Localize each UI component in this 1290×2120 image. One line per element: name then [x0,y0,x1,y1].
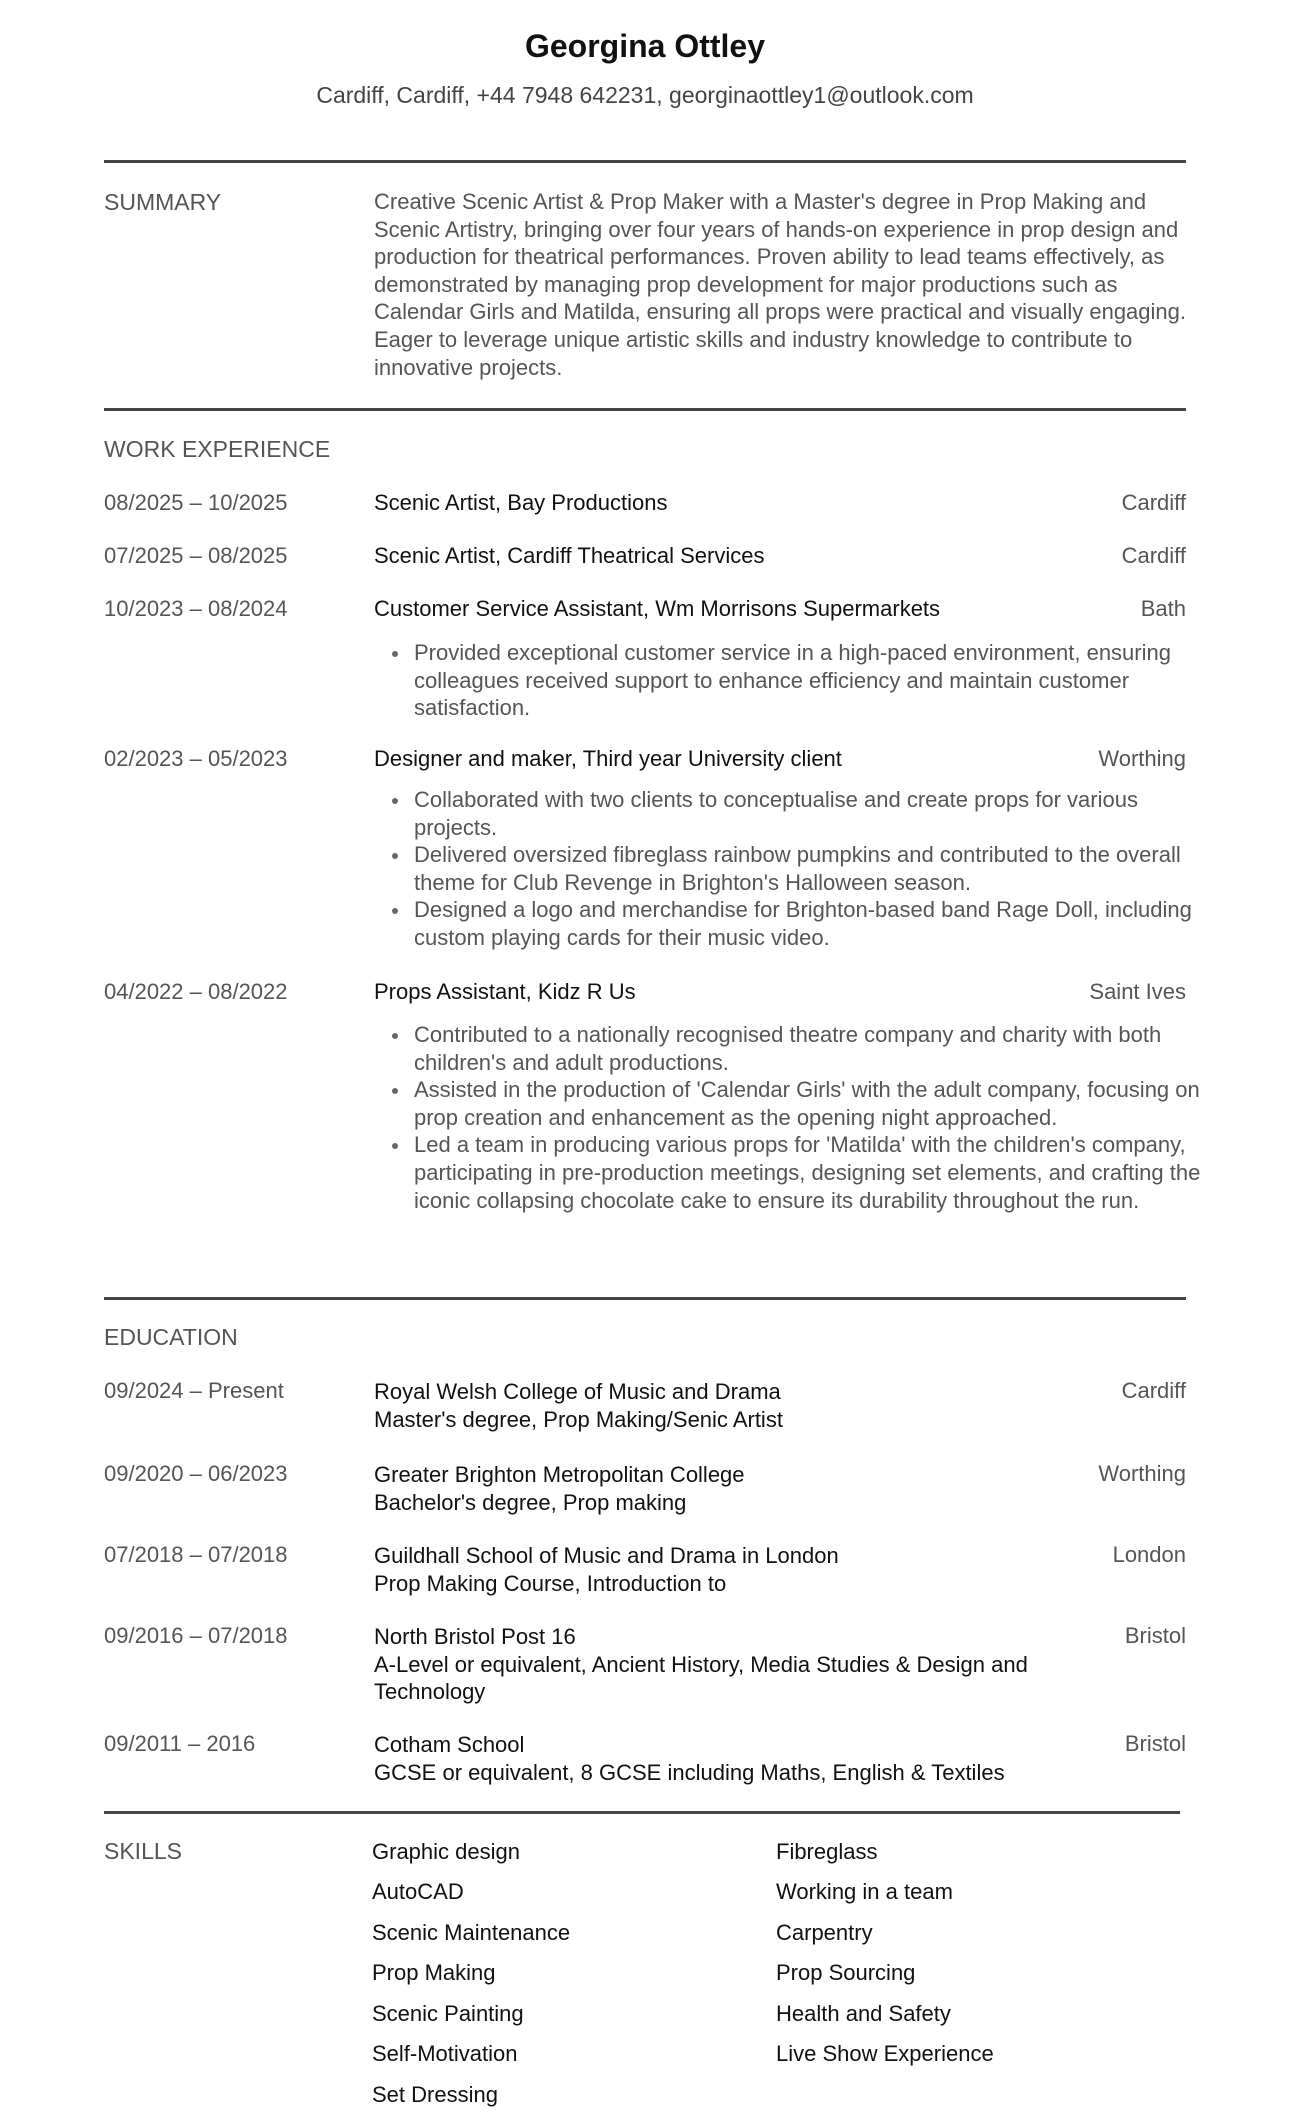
bullet-item: Provided exceptional customer service in a high-paced environment, ensuring colleagues received support to enhance efficiency and maintain customer satisfaction. [414,639,1226,722]
job-title: Scenic Artist, Bay Productions [374,490,668,515]
job-dates: 04/2022 – 08/2022 [104,979,288,1004]
resume-header [0,0,1290,110]
skill-item: Self-Motivation [372,2041,518,2066]
job-entry [104,541,1186,571]
degree-name: Bachelor's degree, Prop making [374,1489,687,1515]
degree-name: A-Level or equivalent, Ancient History, Media Studies & Design and Technology [374,1651,1028,1704]
skill-item: Scenic Painting [372,2001,524,2026]
bullet-item: Led a team in producing various props for 'Matilda' with the children's company, participating in pre-production meetings, designing set elements, and crafting the iconic collapsing chocolate cake to ensure its durability throughout the run. [414,1131,1226,1214]
education-dates: 07/2018 – 07/2018 [104,1542,288,1567]
school-name: Guildhall School of Music and Drama in London [374,1543,839,1568]
job-bullets [374,639,1226,722]
section-divider [104,1297,1186,1300]
job-bullets [374,1021,1226,1214]
degree-name: GCSE or equivalent, 8 GCSE including Maths, English & Textiles [374,1759,1005,1785]
education-dates: 09/2011 – 2016 [104,1731,256,1756]
education-details [374,1378,1094,1433]
skill-item: Prop Sourcing [776,1960,916,1985]
skill-item: AutoCAD [372,1879,464,1904]
school-name: North Bristol Post 16 [374,1624,576,1649]
job-bullets [374,786,1226,952]
job-entry [104,594,1186,624]
section-divider [104,408,1186,411]
education-details [374,1461,1094,1516]
job-dates: 02/2023 – 05/2023 [104,746,288,771]
skill-item: Working in a team [776,1879,953,1904]
job-location: Worthing [1098,746,1186,771]
education-details [374,1731,1094,1786]
skill-item: Live Show Experience [776,2041,994,2066]
skill-item: Scenic Maintenance [372,1920,571,1945]
job-title: Props Assistant, Kidz R Us [374,979,636,1004]
skill-item: Prop Making [372,1960,496,1985]
summary-text: Creative Scenic Artist & Prop Maker with a Master's degree in Prop Making and Scenic Artistry, bringing over four years of hands-on experience in prop design and production for theatrical performances. Proven ability to lead teams effectively, as demonstrated by managing prop development for major productions such as Calendar Girls and Matilda, ensuring all props were practical and visually engaging. Eager to leverage unique artistic skills and industry knowledge to contribute to innovative projects. [374,189,1186,380]
job-dates: 10/2023 – 08/2024 [104,596,288,621]
job-location: Saint Ives [1089,979,1186,1004]
job-title: Scenic Artist, Cardiff Theatrical Services [374,543,765,568]
work-experience-heading: WORK EXPERIENCE [104,436,331,462]
education-location: Bristol [1124,1731,1186,1756]
degree-name: Master's degree, Prop Making/Senic Artist [374,1406,783,1432]
job-location: Bath [1140,596,1186,621]
skill-item: Set Dressing [372,2082,498,2107]
school-name: Greater Brighton Metropolitan College [374,1462,745,1487]
education-details [374,1623,1094,1706]
section-divider [104,1811,1180,1814]
candidate-name: Georgina Ottley [524,28,766,64]
bullet-item: Designed a logo and merchandise for Brighton-based band Rage Doll, including custom playing cards for their music video. [414,896,1226,951]
skill-item: Graphic design [372,1839,520,1864]
job-title: Customer Service Assistant, Wm Morrisons Supermarkets [374,596,941,621]
job-title: Designer and maker, Third year University client [374,746,842,771]
education-location: London [1112,1542,1186,1567]
bullet-item: Collaborated with two clients to conceptualise and create props for various projects. [414,786,1226,841]
education-location: Bristol [1124,1623,1186,1648]
education-location: Worthing [1098,1461,1186,1486]
job-entry [104,488,1186,518]
job-entry [104,977,1186,1007]
summary-heading: SUMMARY [104,189,222,215]
skill-item: Health and Safety [776,2001,951,2026]
skills-heading: SKILLS [104,1838,182,1864]
education-dates: 09/2020 – 06/2023 [104,1461,288,1486]
job-location: Cardiff [1121,490,1186,515]
school-name: Cotham School [374,1732,525,1757]
job-entry [104,744,1186,774]
education-location: Cardiff [1121,1378,1186,1403]
school-name: Royal Welsh College of Music and Drama [374,1379,781,1404]
education-details [374,1542,1094,1597]
bullet-item: Contributed to a nationally recognised theatre company and charity with both children's and adult productions. [414,1021,1226,1076]
education-dates: 09/2024 – Present [104,1378,284,1403]
degree-name: Prop Making Course, Introduction to [374,1570,727,1596]
education-dates: 09/2016 – 07/2018 [104,1623,288,1648]
skill-item: Fibreglass [776,1839,878,1864]
bullet-item: Delivered oversized fibreglass rainbow pumpkins and contributed to the overall theme for Club Revenge in Brighton's Halloween season. [414,841,1226,896]
bullet-item: Assisted in the production of 'Calendar Girls' with the adult company, focusing on prop creation and enhancement as the opening night approached. [414,1076,1226,1131]
contact-line: Cardiff, Cardiff, +44 7948 642231, georginaottley1@outlook.com [316,82,974,108]
job-location: Cardiff [1121,543,1186,568]
section-divider [104,160,1186,163]
job-dates: 08/2025 – 10/2025 [104,490,288,515]
education-heading: EDUCATION [104,1324,238,1350]
skill-item: Carpentry [776,1920,873,1945]
job-dates: 07/2025 – 08/2025 [104,543,288,568]
